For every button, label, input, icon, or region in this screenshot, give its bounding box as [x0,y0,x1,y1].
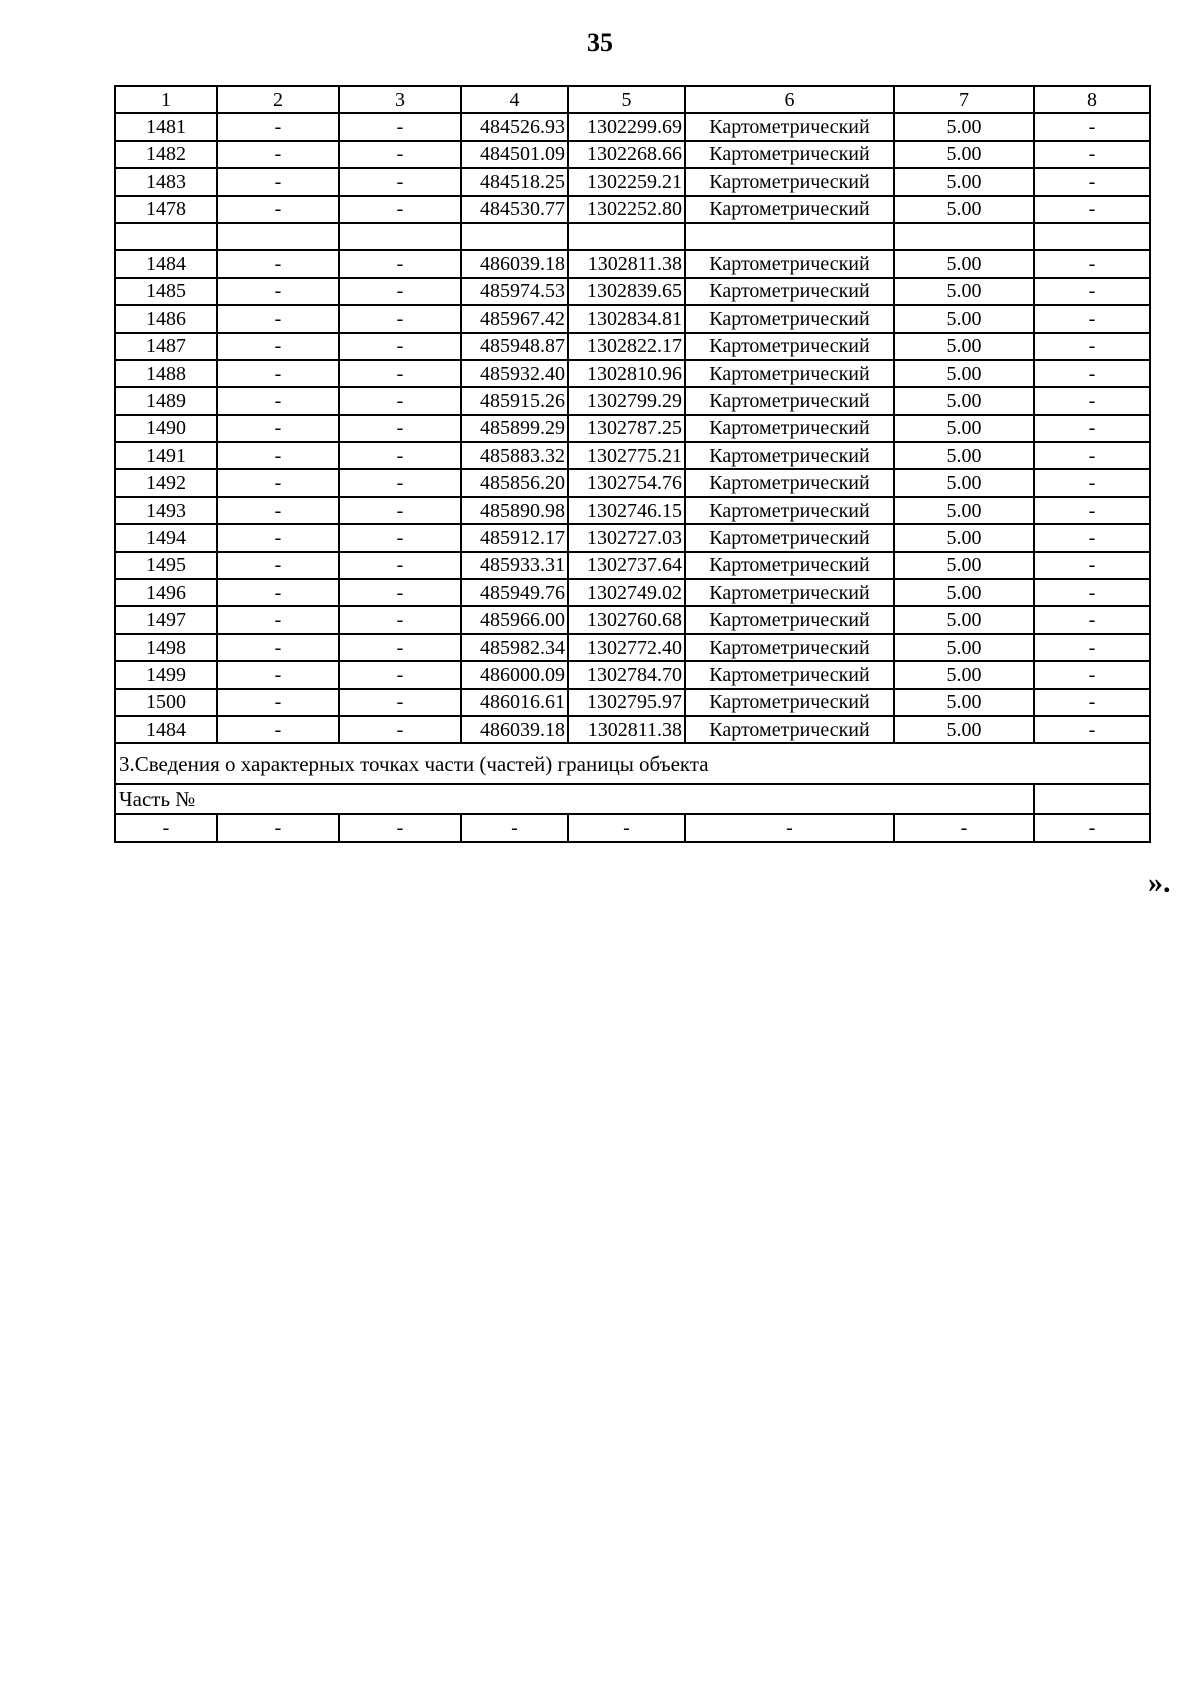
accuracy-cell: 5.00 [894,689,1034,716]
x-coordinate-cell: 485915.26 [461,387,568,414]
point-number-cell: 1483 [115,168,217,195]
x-coordinate-cell: 486039.18 [461,716,568,743]
accuracy-cell: 5.00 [894,278,1034,305]
y-coordinate-cell: 1302795.97 [568,689,685,716]
col-3-cell: - [339,497,461,524]
y-coordinate-cell: 1302754.76 [568,469,685,496]
method-cell: Картометрический [685,689,894,716]
y-coordinate-cell: 1302834.81 [568,305,685,332]
point-number-cell: 1482 [115,141,217,168]
method-cell: Картометрический [685,278,894,305]
y-coordinate-cell: 1302772.40 [568,634,685,661]
x-coordinate-cell: 486016.61 [461,689,568,716]
col-8-cell: - [1034,196,1150,223]
table-row [115,250,1150,277]
accuracy-cell: 5.00 [894,524,1034,551]
col-2-cell: - [217,415,339,442]
accuracy-cell: 5.00 [894,141,1034,168]
col-8-cell: - [1034,113,1150,140]
table-row [115,661,1150,688]
accuracy-cell: 5.00 [894,497,1034,524]
col-2-cell: - [217,360,339,387]
col-2-cell: - [217,387,339,414]
point-number-cell: 1499 [115,661,217,688]
col-2-cell: - [217,196,339,223]
col-3-cell: - [339,606,461,633]
column-header: 2 [217,86,339,113]
y-coordinate-cell: 1302775.21 [568,442,685,469]
table-row [115,552,1150,579]
y-coordinate-cell: 1302268.66 [568,141,685,168]
column-header: 1 [115,86,217,113]
accuracy-cell: 5.00 [894,661,1034,688]
col-2-cell: - [217,168,339,195]
col-2-cell: - [217,250,339,277]
y-coordinate-cell: 1302252.80 [568,196,685,223]
x-coordinate-cell: 484501.09 [461,141,568,168]
col-3-cell: - [339,168,461,195]
y-coordinate-cell: 1302784.70 [568,661,685,688]
accuracy-cell: 5.00 [894,552,1034,579]
accuracy-cell: 5.00 [894,196,1034,223]
accuracy-cell: 5.00 [894,168,1034,195]
col-3-cell: - [339,360,461,387]
col-8-cell: - [1034,333,1150,360]
col-3-cell: - [339,524,461,551]
table-row [115,524,1150,551]
y-coordinate-cell: 1302259.21 [568,168,685,195]
accuracy-cell: 5.00 [894,606,1034,633]
col-2-cell: - [217,442,339,469]
col-2-cell: - [217,606,339,633]
col-8-cell: - [1034,168,1150,195]
point-number-cell: 1498 [115,634,217,661]
method-cell: Картометрический [685,579,894,606]
table-row [115,278,1150,305]
point-number-cell: 1493 [115,497,217,524]
x-coordinate-cell: 485949.76 [461,579,568,606]
table-row [115,579,1150,606]
col-3-cell: - [339,634,461,661]
col-2-cell: - [217,579,339,606]
x-coordinate-cell: 485933.31 [461,552,568,579]
part-number-row [115,784,1150,814]
col-8-cell: - [1034,387,1150,414]
x-coordinate-cell: 484518.25 [461,168,568,195]
point-number-cell: 1490 [115,415,217,442]
y-coordinate-cell [568,223,685,250]
x-coordinate-cell: 485948.87 [461,333,568,360]
y-coordinate-cell: 1302822.17 [568,333,685,360]
x-coordinate-cell: 485932.40 [461,360,568,387]
column-header: 6 [685,86,894,113]
point-number-cell: 1492 [115,469,217,496]
col-2-cell: - [217,661,339,688]
col-2-cell: - [217,552,339,579]
method-cell: Картометрический [685,524,894,551]
col-3-cell: - [339,305,461,332]
accuracy-cell: 5.00 [894,305,1034,332]
method-cell: Картометрический [685,552,894,579]
x-coordinate-cell: 485967.42 [461,305,568,332]
col-2-cell: - [217,305,339,332]
table-row [115,141,1150,168]
col-8-cell: - [1034,524,1150,551]
method-cell: Картометрический [685,113,894,140]
method-cell: Картометрический [685,716,894,743]
method-cell: Картометрический [685,442,894,469]
method-cell: Картометрический [685,661,894,688]
point-number-cell: 1478 [115,196,217,223]
x-coordinate-cell: 485899.29 [461,415,568,442]
table-row [115,716,1150,743]
accuracy-cell: 5.00 [894,113,1034,140]
col-3-cell [339,223,461,250]
col-8-cell: - [1034,689,1150,716]
method-cell: Картометрический [685,387,894,414]
column-header: 4 [461,86,568,113]
x-coordinate-cell: 485966.00 [461,606,568,633]
col-8-cell: - [1034,360,1150,387]
closing-quote: ». [1148,866,1171,899]
table-row [115,387,1150,414]
table-row [115,606,1150,633]
col-2-cell [217,223,339,250]
method-cell: Картометрический [685,606,894,633]
accuracy-cell: 5.00 [894,387,1034,414]
col-8-cell: - [1034,661,1150,688]
col-2-cell: - [217,716,339,743]
col-3-cell: - [339,278,461,305]
table-row [115,469,1150,496]
x-coordinate-cell: 486000.09 [461,661,568,688]
col-3-cell: - [339,716,461,743]
method-cell: Картометрический [685,497,894,524]
x-coordinate-cell: 485912.17 [461,524,568,551]
table-row [115,113,1150,140]
table-row [115,415,1150,442]
col-2-cell: - [217,634,339,661]
y-coordinate-cell: 1302760.68 [568,606,685,633]
col-8-cell: - [1034,141,1150,168]
col-8-cell: - [1034,305,1150,332]
dash-cell: - [461,814,568,841]
accuracy-cell: 5.00 [894,716,1034,743]
col-8-cell: - [1034,415,1150,442]
x-coordinate-cell: 485974.53 [461,278,568,305]
accuracy-cell: 5.00 [894,579,1034,606]
accuracy-cell: 5.00 [894,333,1034,360]
col-3-cell: - [339,689,461,716]
point-number-cell: 1485 [115,278,217,305]
method-cell [685,223,894,250]
x-coordinate-cell: 484530.77 [461,196,568,223]
table-row [115,305,1150,332]
part-number-label: Часть № [115,784,1034,814]
method-cell: Картометрический [685,333,894,360]
x-coordinate-cell: 485890.98 [461,497,568,524]
col-8-cell: - [1034,250,1150,277]
col-3-cell: - [339,387,461,414]
method-cell: Картометрический [685,196,894,223]
col-2-cell: - [217,497,339,524]
col-3-cell: - [339,579,461,606]
col-2-cell: - [217,113,339,140]
col-3-cell: - [339,415,461,442]
method-cell: Картометрический [685,141,894,168]
table-row [115,333,1150,360]
y-coordinate-cell: 1302727.03 [568,524,685,551]
y-coordinate-cell: 1302839.65 [568,278,685,305]
col-2-cell: - [217,469,339,496]
method-cell: Картометрический [685,250,894,277]
col-2-cell: - [217,524,339,551]
col-8-cell: - [1034,442,1150,469]
col-2-cell: - [217,333,339,360]
dash-cell: - [339,814,461,841]
col-3-cell: - [339,250,461,277]
accuracy-cell: 5.00 [894,360,1034,387]
dash-cell: - [217,814,339,841]
page-number: 35 [587,28,613,57]
point-number-cell: 1487 [115,333,217,360]
part-number-value [1034,784,1150,814]
col-3-cell: - [339,661,461,688]
dash-row [115,814,1150,841]
dash-cell: - [685,814,894,841]
x-coordinate-cell: 486039.18 [461,250,568,277]
point-number-cell [115,223,217,250]
method-cell: Картометрический [685,415,894,442]
dash-cell: - [568,814,685,841]
table-row [115,360,1150,387]
accuracy-cell: 5.00 [894,634,1034,661]
point-number-cell: 1496 [115,579,217,606]
y-coordinate-cell: 1302799.29 [568,387,685,414]
x-coordinate-cell: 484526.93 [461,113,568,140]
section-title-row [115,743,1150,784]
point-number-cell: 1481 [115,113,217,140]
method-cell: Картометрический [685,305,894,332]
point-number-cell: 1489 [115,387,217,414]
y-coordinate-cell: 1302299.69 [568,113,685,140]
method-cell: Картометрический [685,360,894,387]
col-8-cell: - [1034,497,1150,524]
point-number-cell: 1500 [115,689,217,716]
x-coordinate-cell: 485982.34 [461,634,568,661]
y-coordinate-cell: 1302749.02 [568,579,685,606]
table-row [115,689,1150,716]
col-8-cell: - [1034,278,1150,305]
y-coordinate-cell: 1302787.25 [568,415,685,442]
y-coordinate-cell: 1302810.96 [568,360,685,387]
dash-cell: - [115,814,217,841]
col-3-cell: - [339,469,461,496]
y-coordinate-cell: 1302746.15 [568,497,685,524]
dash-cell: - [1034,814,1150,841]
coordinates-table [114,85,1151,843]
col-8-cell [1034,223,1150,250]
point-number-cell: 1497 [115,606,217,633]
method-cell: Картометрический [685,634,894,661]
point-number-cell: 1491 [115,442,217,469]
col-2-cell: - [217,689,339,716]
accuracy-cell: 5.00 [894,469,1034,496]
table-row [115,497,1150,524]
table-row [115,634,1150,661]
table-row [115,442,1150,469]
col-3-cell: - [339,333,461,360]
table-row [115,196,1150,223]
col-3-cell: - [339,442,461,469]
point-number-cell: 1488 [115,360,217,387]
point-number-cell: 1486 [115,305,217,332]
col-2-cell: - [217,141,339,168]
point-number-cell: 1494 [115,524,217,551]
column-header: 8 [1034,86,1150,113]
col-3-cell: - [339,113,461,140]
accuracy-cell: 5.00 [894,250,1034,277]
point-number-cell: 1484 [115,250,217,277]
col-8-cell: - [1034,552,1150,579]
point-number-cell: 1484 [115,716,217,743]
table-row [115,168,1150,195]
dash-cell: - [894,814,1034,841]
column-header: 3 [339,86,461,113]
col-8-cell: - [1034,469,1150,496]
accuracy-cell [894,223,1034,250]
x-coordinate-cell: 485883.32 [461,442,568,469]
col-2-cell: - [217,278,339,305]
col-3-cell: - [339,196,461,223]
col-8-cell: - [1034,606,1150,633]
y-coordinate-cell: 1302811.38 [568,250,685,277]
column-header: 7 [894,86,1034,113]
y-coordinate-cell: 1302811.38 [568,716,685,743]
method-cell: Картометрический [685,168,894,195]
table-row [115,223,1150,250]
section-title: 3.Сведения о характерных точках части (частей) границы объекта [115,743,1150,784]
col-8-cell: - [1034,634,1150,661]
col-3-cell: - [339,141,461,168]
y-coordinate-cell: 1302737.64 [568,552,685,579]
column-header: 5 [568,86,685,113]
accuracy-cell: 5.00 [894,415,1034,442]
accuracy-cell: 5.00 [894,442,1034,469]
x-coordinate-cell [461,223,568,250]
method-cell: Картометрический [685,469,894,496]
point-number-cell: 1495 [115,552,217,579]
col-8-cell: - [1034,716,1150,743]
table-body [115,113,1150,743]
col-8-cell: - [1034,579,1150,606]
x-coordinate-cell: 485856.20 [461,469,568,496]
col-3-cell: - [339,552,461,579]
table-header-row [115,86,1150,113]
